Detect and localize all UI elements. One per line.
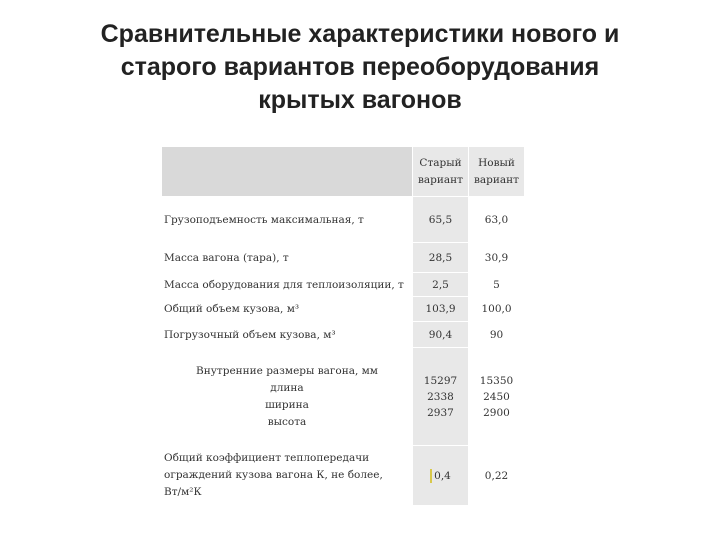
header-new-line-2: вариант <box>474 173 519 186</box>
old-value: 28,5 <box>413 243 469 273</box>
old-height: 2937 <box>427 406 454 419</box>
new-value: 5 <box>469 273 525 297</box>
header-empty-cell <box>162 147 413 197</box>
table-row <box>162 297 525 322</box>
table-row <box>162 322 525 348</box>
dimensions-label-height: высота <box>267 415 307 428</box>
heat-label-line-1: Общий коэффициент теплопередачи <box>164 452 370 464</box>
table-row-dimensions <box>162 348 525 446</box>
title-line-1: Сравнительные характеристики нового и <box>100 20 620 48</box>
header-old-variant <box>413 147 469 197</box>
slide-title <box>40 18 680 117</box>
row-label: Грузоподъемность максимальная, т <box>162 197 413 243</box>
dimensions-old-values <box>413 348 469 446</box>
header-old-line-1: Старый <box>419 156 462 169</box>
new-value: 90 <box>469 322 525 348</box>
text-cursor-marker <box>430 469 432 483</box>
dimensions-label-length: длина <box>270 381 304 394</box>
old-value: 65,5 <box>413 197 469 243</box>
table-row <box>162 243 525 273</box>
heat-transfer-label <box>162 446 413 506</box>
heat-label-line-2: ограждений кузова вагона К, не более, <box>164 469 383 481</box>
old-value: 103,9 <box>413 297 469 322</box>
header-new-variant <box>469 147 525 197</box>
old-value: 90,4 <box>413 322 469 348</box>
row-label: Общий объем кузова, м³ <box>162 297 413 322</box>
heat-label-line-3: Вт/м²К <box>164 486 202 498</box>
new-width: 2450 <box>483 390 510 403</box>
dimensions-label-title: Внутренние размеры вагона, мм <box>196 364 378 377</box>
header-old-line-2: вариант <box>418 173 463 186</box>
new-height: 2900 <box>483 406 510 419</box>
comparison-table <box>161 146 525 506</box>
heat-old-cell <box>413 446 469 506</box>
table-header-row <box>162 147 525 197</box>
dimensions-label <box>162 348 413 446</box>
new-value: 63,0 <box>469 197 525 243</box>
new-length: 15350 <box>479 374 514 387</box>
new-value: 30,9 <box>469 243 525 273</box>
table-row-heat-transfer <box>162 446 525 506</box>
dimensions-label-width: ширина <box>265 398 309 411</box>
row-label: Погрузочный объем кузова, м³ <box>162 322 413 348</box>
row-label: Масса вагона (тара), т <box>162 243 413 273</box>
old-width: 2338 <box>427 390 454 403</box>
row-label: Масса оборудования для теплоизоляции, т <box>162 273 413 297</box>
title-line-3: крытых вагонов <box>258 86 462 114</box>
new-value: 100,0 <box>469 297 525 322</box>
title-line-2: старого вариантов переоборудования <box>120 53 600 81</box>
table-row <box>162 197 525 243</box>
table-row <box>162 273 525 297</box>
heat-old-value: 0,4 <box>434 469 451 482</box>
header-new-line-1: Новый <box>478 156 515 169</box>
old-length: 15297 <box>423 374 458 387</box>
heat-new-value: 0,22 <box>469 446 525 506</box>
dimensions-new-values <box>469 348 525 446</box>
old-value: 2,5 <box>413 273 469 297</box>
